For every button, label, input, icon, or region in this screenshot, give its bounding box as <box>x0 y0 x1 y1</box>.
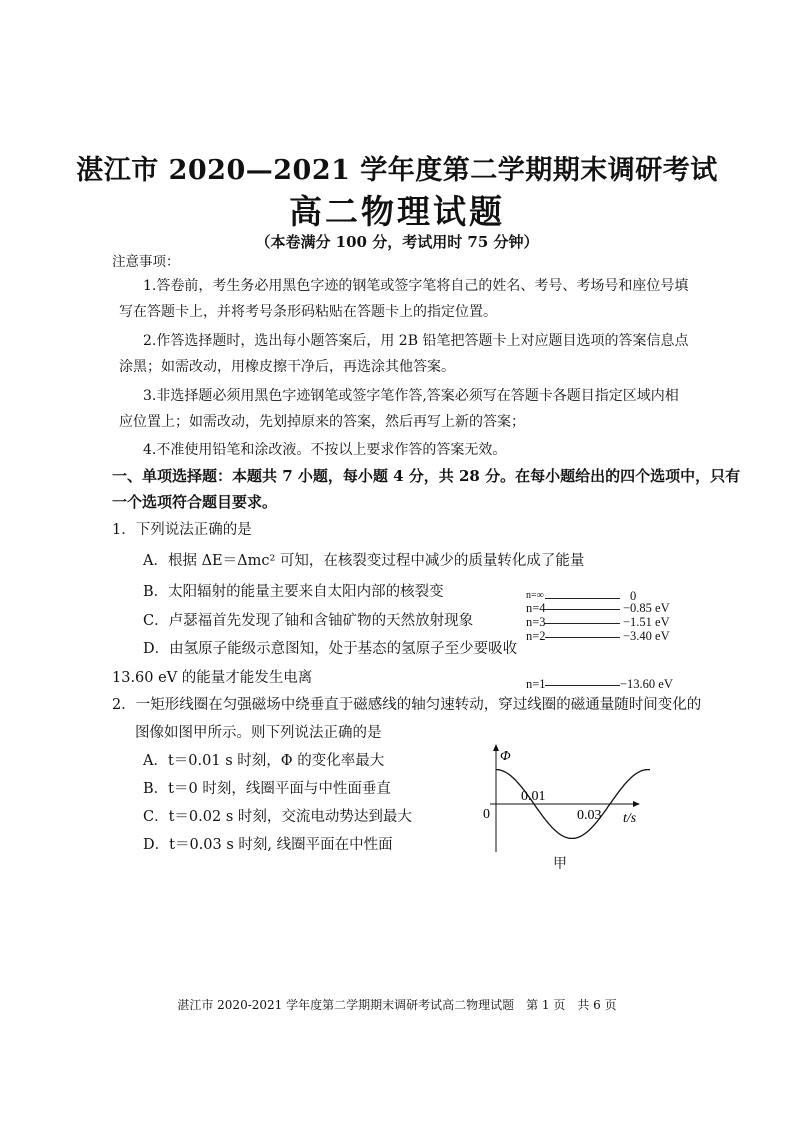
level-value: −13.60 eV <box>620 677 673 691</box>
level-label: n=4 <box>526 601 546 615</box>
y-axis-label: Φ <box>500 749 511 764</box>
q2-option-c: C．t＝0.02 s 时刻，交流电动势达到最大 <box>143 809 412 825</box>
exam-subject-title: 高二物理试题 <box>289 192 505 231</box>
exam-title: 湛江市 2020—2021 学年度第二学期期末调研考试 <box>76 155 718 186</box>
section-heading-line1: 一、单项选择题：本题共 7 小题，每小题 4 分，共 28 分。在每小题给出的四个选项中，只有 <box>112 467 741 485</box>
x-axis-arrow <box>633 801 640 807</box>
q1-option-a: A．根据 ΔE＝Δmc² 可知，在核裂变过程中减少的质量转化成了能量 <box>143 553 585 569</box>
note-line: 涂黑；如需改动，用橡皮擦干净后，再选涂其他答案。 <box>119 359 455 375</box>
q2-stem-cont: 图像如图甲所示。则下列说法正确的是 <box>135 725 382 741</box>
note-line: 应位置上；如需改动，先划掉原来的答案，然后再写上新的答案； <box>119 414 525 430</box>
level-label: n=2 <box>526 629 546 643</box>
section-heading-line2: 一个选项符合题目要求。 <box>112 493 278 511</box>
note-line: 2.作答选择题时，选出每小题答案后，用 2B 铅笔把答题卡上对应题目选项的答案信息点 <box>143 333 689 349</box>
q1-stem: 1．下列说法正确的是 <box>112 522 252 538</box>
energy-level-line <box>545 623 620 624</box>
energy-level-line <box>545 685 620 686</box>
notes-heading: 注意事项： <box>112 254 180 270</box>
level-label: n=∞ <box>526 590 544 601</box>
page-footer: 湛江市 2020-2021 学年度第二学期期末调研考试高二物理试题 第 1 页 共 6 页 <box>177 998 617 1012</box>
origin-label: 0 <box>483 807 490 822</box>
level-value: −1.51 eV <box>623 615 670 629</box>
q2-option-b: B．t＝0 时刻，线圈平面与中性面垂直 <box>143 781 391 797</box>
energy-level-line <box>545 637 620 638</box>
energy-level-line <box>545 609 620 610</box>
level-value: 0 <box>630 589 637 603</box>
note-line: 4.不准使用铅笔和涂改液。不按以上要求作答的答案无效。 <box>143 442 507 458</box>
q1-option-d: D．由氢原子能级示意图知，处于基态的氢原子至少要吸收 <box>143 641 518 657</box>
level-label: n=3 <box>526 615 546 629</box>
exam-note: （本卷满分 100 分，考试用时 75 分钟） <box>255 233 539 251</box>
graph-caption: 甲 <box>553 856 567 872</box>
note-line: 3.非选择题必须用黑色字迹钢笔或签字笔作答,答案必须写在答题卡各题目指定区域内相 <box>143 388 679 404</box>
level-value: −0.85 eV <box>623 601 670 615</box>
level-value: −3.40 eV <box>623 629 670 643</box>
tick-label: 0.01 <box>521 789 546 804</box>
x-axis-label: t/s <box>623 811 637 826</box>
q2-option-a: A．t＝0.01 s 时刻，Φ 的变化率最大 <box>143 753 385 769</box>
note-line: 写在答题卡上，并将考号条形码粘贴在答题卡上的指定位置。 <box>119 304 497 320</box>
level-label: n=1 <box>526 677 546 691</box>
energy-level-line <box>545 598 620 599</box>
q1-option-b: B．太阳辐射的能量主要来自太阳内部的核裂变 <box>143 584 444 600</box>
q2-stem: 2．一矩形线圈在匀强磁场中绕垂直于磁感线的轴匀速转动，穿过线圈的磁通量随时间变化的 <box>112 697 702 713</box>
q1-option-d-cont: 13.60 eV 的能量才能发生电离 <box>112 670 313 686</box>
y-axis-arrow <box>493 744 499 751</box>
note-line: 1.答卷前，考生务必用黑色字迹的钢笔或签字笔将自己的姓名、考号、考场号和座位号填 <box>143 278 689 294</box>
q2-option-d: D．t＝0.03 s 时刻, 线圈平面在中性面 <box>143 837 393 853</box>
tick-label: 0.03 <box>577 808 602 823</box>
q1-option-c: C．卢瑟福首先发现了铀和含铀矿物的天然放射现象 <box>143 613 474 629</box>
